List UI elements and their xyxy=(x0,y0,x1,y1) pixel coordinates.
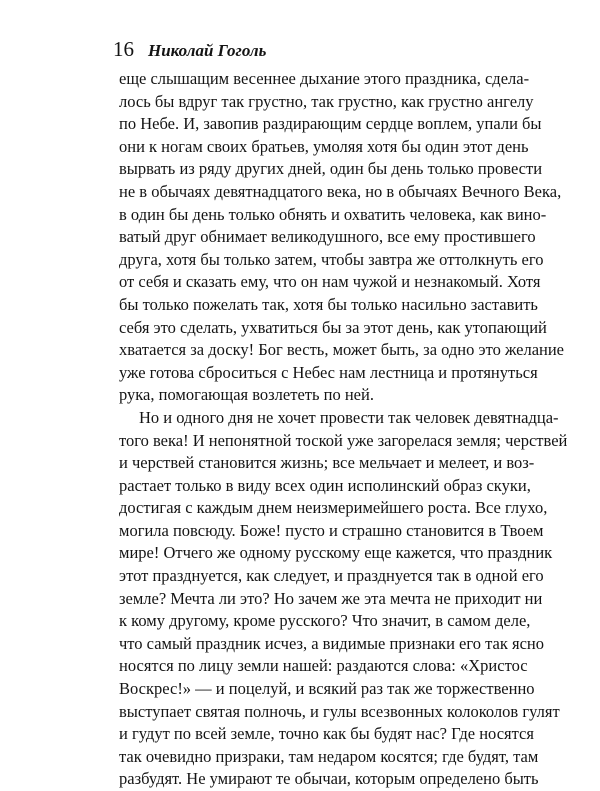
text-line: этот празднуется, как следует, и празднуется так в одной его xyxy=(119,566,544,586)
text-line: они к ногам своих братьев, умоляя хотя бы один этот день xyxy=(119,136,529,156)
text-line: в один бы день только обнять и охватить человека, как вино- xyxy=(119,204,547,224)
running-head xyxy=(113,37,266,61)
text-line: так очевидно призраки, там недаром косятся; где будят, там xyxy=(119,746,539,766)
text-line: достигая с каждым днем неизмеримейшего роста. Все глухо, xyxy=(119,498,548,518)
text-line: и гудут по всей земле, точно как бы будят нас? Где носятся xyxy=(119,724,534,744)
text-line: друга, хотя бы только затем, чтобы завтра же оттолкнуть его xyxy=(119,249,544,269)
text-line: не в обычаях девятнадцатого века, но в обычаях Вечного Века, xyxy=(119,181,562,201)
text-line: ватый друг обнимает великодушного, все ему простившего xyxy=(119,227,536,247)
text-line: себя это сделать, ухватиться бы за этот день, как утопающий xyxy=(119,317,547,337)
text-line: могила повсюду. Боже! пусто и страшно становится в Твоем xyxy=(119,520,544,540)
text-line: носятся по лицу земли нашей: раздаются слова: «Христос xyxy=(119,656,528,676)
paragraph-end-line: рука, помогающая возлететь по ней. xyxy=(119,385,374,405)
page-number: 16 xyxy=(113,37,134,61)
paragraph-first-line: Но и одного дня не хочет провести так человек девятнадца- xyxy=(139,407,559,427)
text-line: и черствей становится жизнь; все мельчает и мелеет, и воз- xyxy=(119,453,535,473)
text-line: того века! И непонятной тоской уже загорелася земля; черствей xyxy=(119,430,568,450)
text-line: что самый праздник исчез, а видимые признаки его так ясно xyxy=(119,633,544,653)
text-line: вырвать из ряду других дней, один бы день только провести xyxy=(119,159,543,179)
text-line: разбудят. Не умирают те обычаи, которым определено быть xyxy=(119,769,539,789)
body-text xyxy=(119,68,568,791)
text-line: лось бы вдруг так грустно, так грустно, как грустно ангелу xyxy=(119,91,534,111)
header-author: Николай Гоголь xyxy=(148,41,267,60)
text-line: бы только пожелать так, хотя бы только насильно заставить xyxy=(119,294,538,314)
text-line: по Небе. И, завопив раздирающим сердце воплем, упали бы xyxy=(119,114,542,134)
text-line: еще слышащим весеннее дыхание этого праздника, сдела- xyxy=(119,69,530,88)
text-line: от себя и сказать ему, что он нам чужой и незнакомый. Хотя xyxy=(119,272,541,292)
text-line: растает только в виду всех один исполинский образ скуки, xyxy=(119,475,531,495)
text-line: к кому другому, кроме русского? Что значит, в самом деле, xyxy=(119,611,531,631)
text-line: земле? Мечта ли это? Но зачем же эта мечта не приходит ни xyxy=(119,588,543,608)
text-line: Воскрес!» — и поцелуй, и всякий раз так же торжественно xyxy=(119,679,535,699)
text-line: выступает святая полночь, и гулы всезвонных колоколов гулят xyxy=(119,701,560,721)
text-line: уже готова сброситься с Небес нам лестница и протянуться xyxy=(119,362,538,382)
text-line: хватается за доску! Бог весть, может быть, за одно это желание xyxy=(119,340,565,360)
text-line: мире! Отчего же одному русскому еще кажется, что праздник xyxy=(119,543,553,563)
